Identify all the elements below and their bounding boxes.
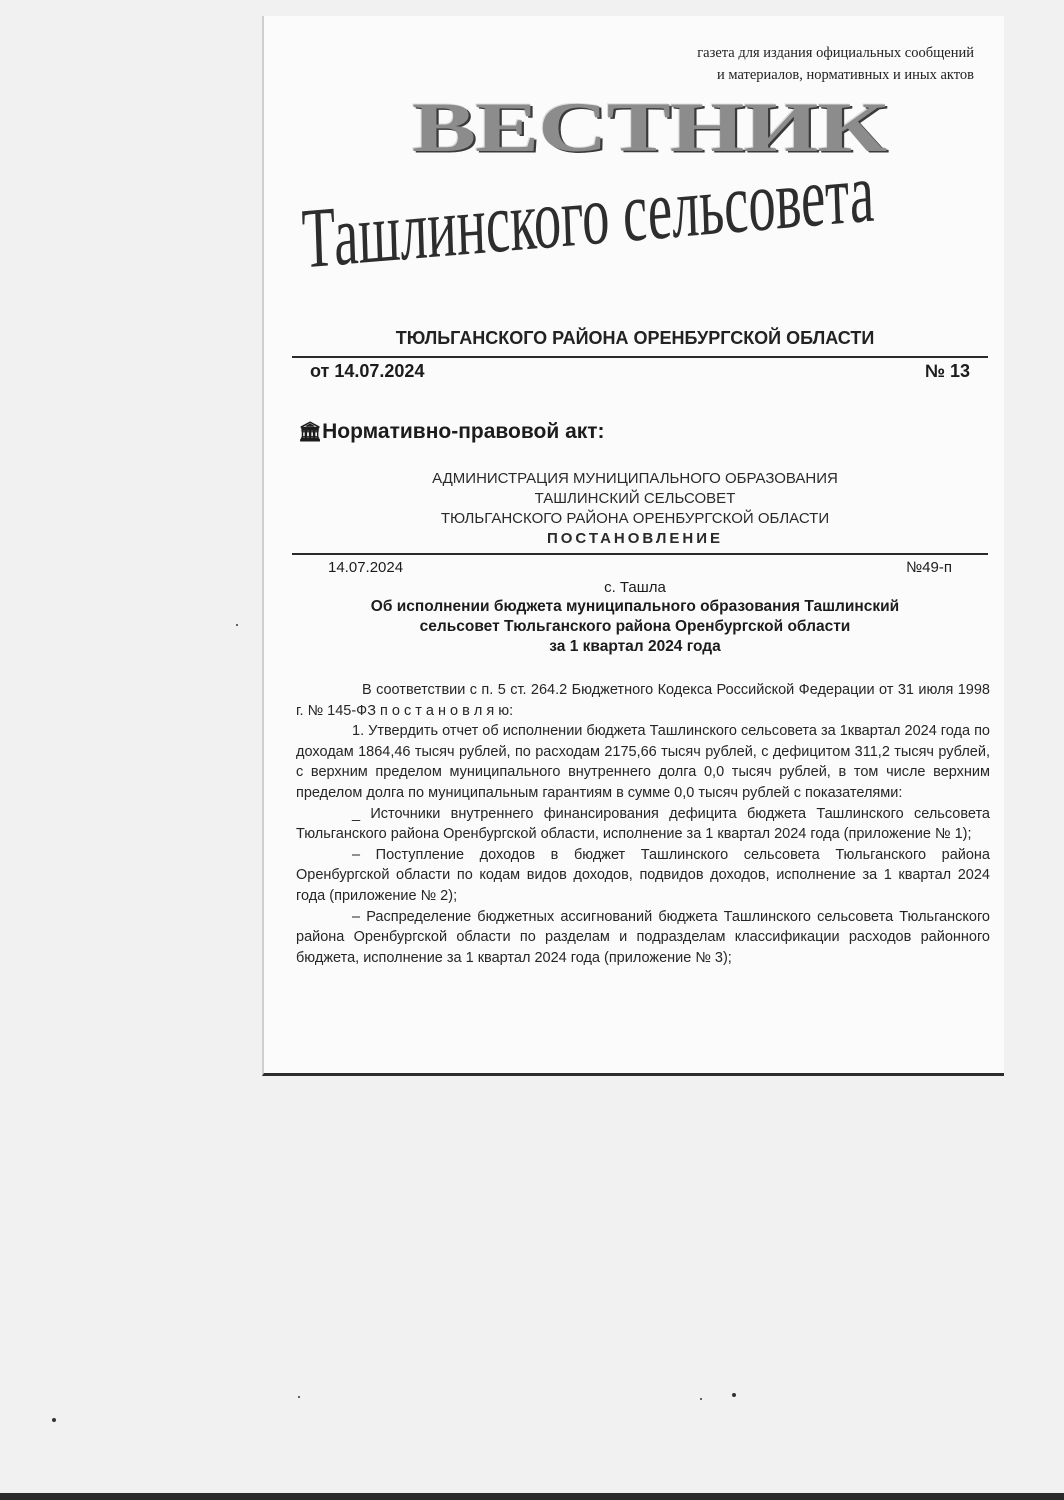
document-number: №49-п [906,559,952,576]
building-icon: 🏛 [298,421,323,443]
region-line: ТЮЛЬГАНСКОГО РАЙОНА ОРЕНБУРГСКОЙ ОБЛАСТИ [395,328,875,348]
masthead-subtitle: Ташлинского сельсовета [300,143,876,287]
document-divider [292,553,988,555]
tagline-line-2: и материалов, нормативных и иных актов [717,67,974,83]
header-divider [292,356,988,358]
section-heading [298,420,605,444]
scan-speck [52,1418,56,1422]
paragraph-sources: _ Источники внутреннего финансирования дефицита бюджета Ташлинского сельсовета Тюльганского района Оренбургской области, исполнение за 1 квартал 2024 года (приложение № 1); [296,805,990,843]
scan-speck [298,1396,300,1398]
title-line-3: за 1 квартал 2024 года [549,638,721,655]
section-heading-text: Нормативно-правовой акт: [322,420,605,443]
scan-edge [0,1493,1064,1500]
paragraph-expenditures: – Распределение бюджетных ассигнований бюджета Ташлинского сельсовета Тюльганского района Оренбургской области по разделам и подразделам классификации расходов районного бюджета, исполнение за 1 квартал 2024 года (приложение № 3); [296,908,990,966]
document-place: с. Ташла [604,579,666,596]
masthead-tagline [697,42,974,86]
paragraph-item-1: 1. Утвердить отчет об исполнении бюджета Ташлинского сельсовета за 1квартал 2024 года по доходам 1864,46 тысяч рублей, по расходам 2175,66 тысяч рублей, с дефицитом 311,2 тысяч рублей, с верхним пределом муниципального внутреннего долга 0,0 тысяч рублей, в том числе верхним пределом долга по муниципальным гарантиям в сумме 0,0 тысяч рублей с показателями: [296,723,990,801]
title-line-2: сельсовет Тюльганского района Оренбургской области [419,618,851,635]
newspaper-page [262,16,1004,1076]
document-date: 14.07.2024 [328,559,404,576]
paragraph-revenues: – Поступление доходов в бюджет Ташлинского сельсовета Тюльганского района Оренбургской области по кодам видов доходов, подвидов доходов, исполнение за 1 квартал 2024 года (приложение № 2); [296,846,990,904]
issue-date: от 14.07.2024 [310,361,425,381]
scan-speck [732,1393,736,1397]
issue-number: № 13 [924,361,970,381]
admin-line-2: ТАШЛИНСКИЙ СЕЛЬСОВЕТ [534,490,736,507]
document-title [264,597,1006,657]
title-line-1: Об исполнении бюджета муниципального образования Ташлинский [370,598,900,615]
document-type: ПОСТАНОВЛЕНИЕ [546,530,724,547]
scan-speck [700,1398,702,1400]
document-body [296,680,990,968]
admin-line-1: АДМИНИСТРАЦИЯ МУНИЦИПАЛЬНОГО ОБРАЗОВАНИЯ [432,470,838,487]
document-header [264,469,1006,549]
admin-line-3: ТЮЛЬГАНСКОГО РАЙОНА ОРЕНБУРГСКОЙ ОБЛАСТИ [440,510,830,527]
masthead-title: ВЕСТНИК [411,87,887,167]
paragraph-preamble: В соответствии с п. 5 ст. 264.2 Бюджетного Кодекса Российской Федерации от 31 июля 1998 г. № 145-ФЗ п о с т а н о в л я ю: [296,682,990,719]
tagline-line-1: газета для издания официальных сообщений [697,45,974,61]
scan-speck [236,624,238,626]
